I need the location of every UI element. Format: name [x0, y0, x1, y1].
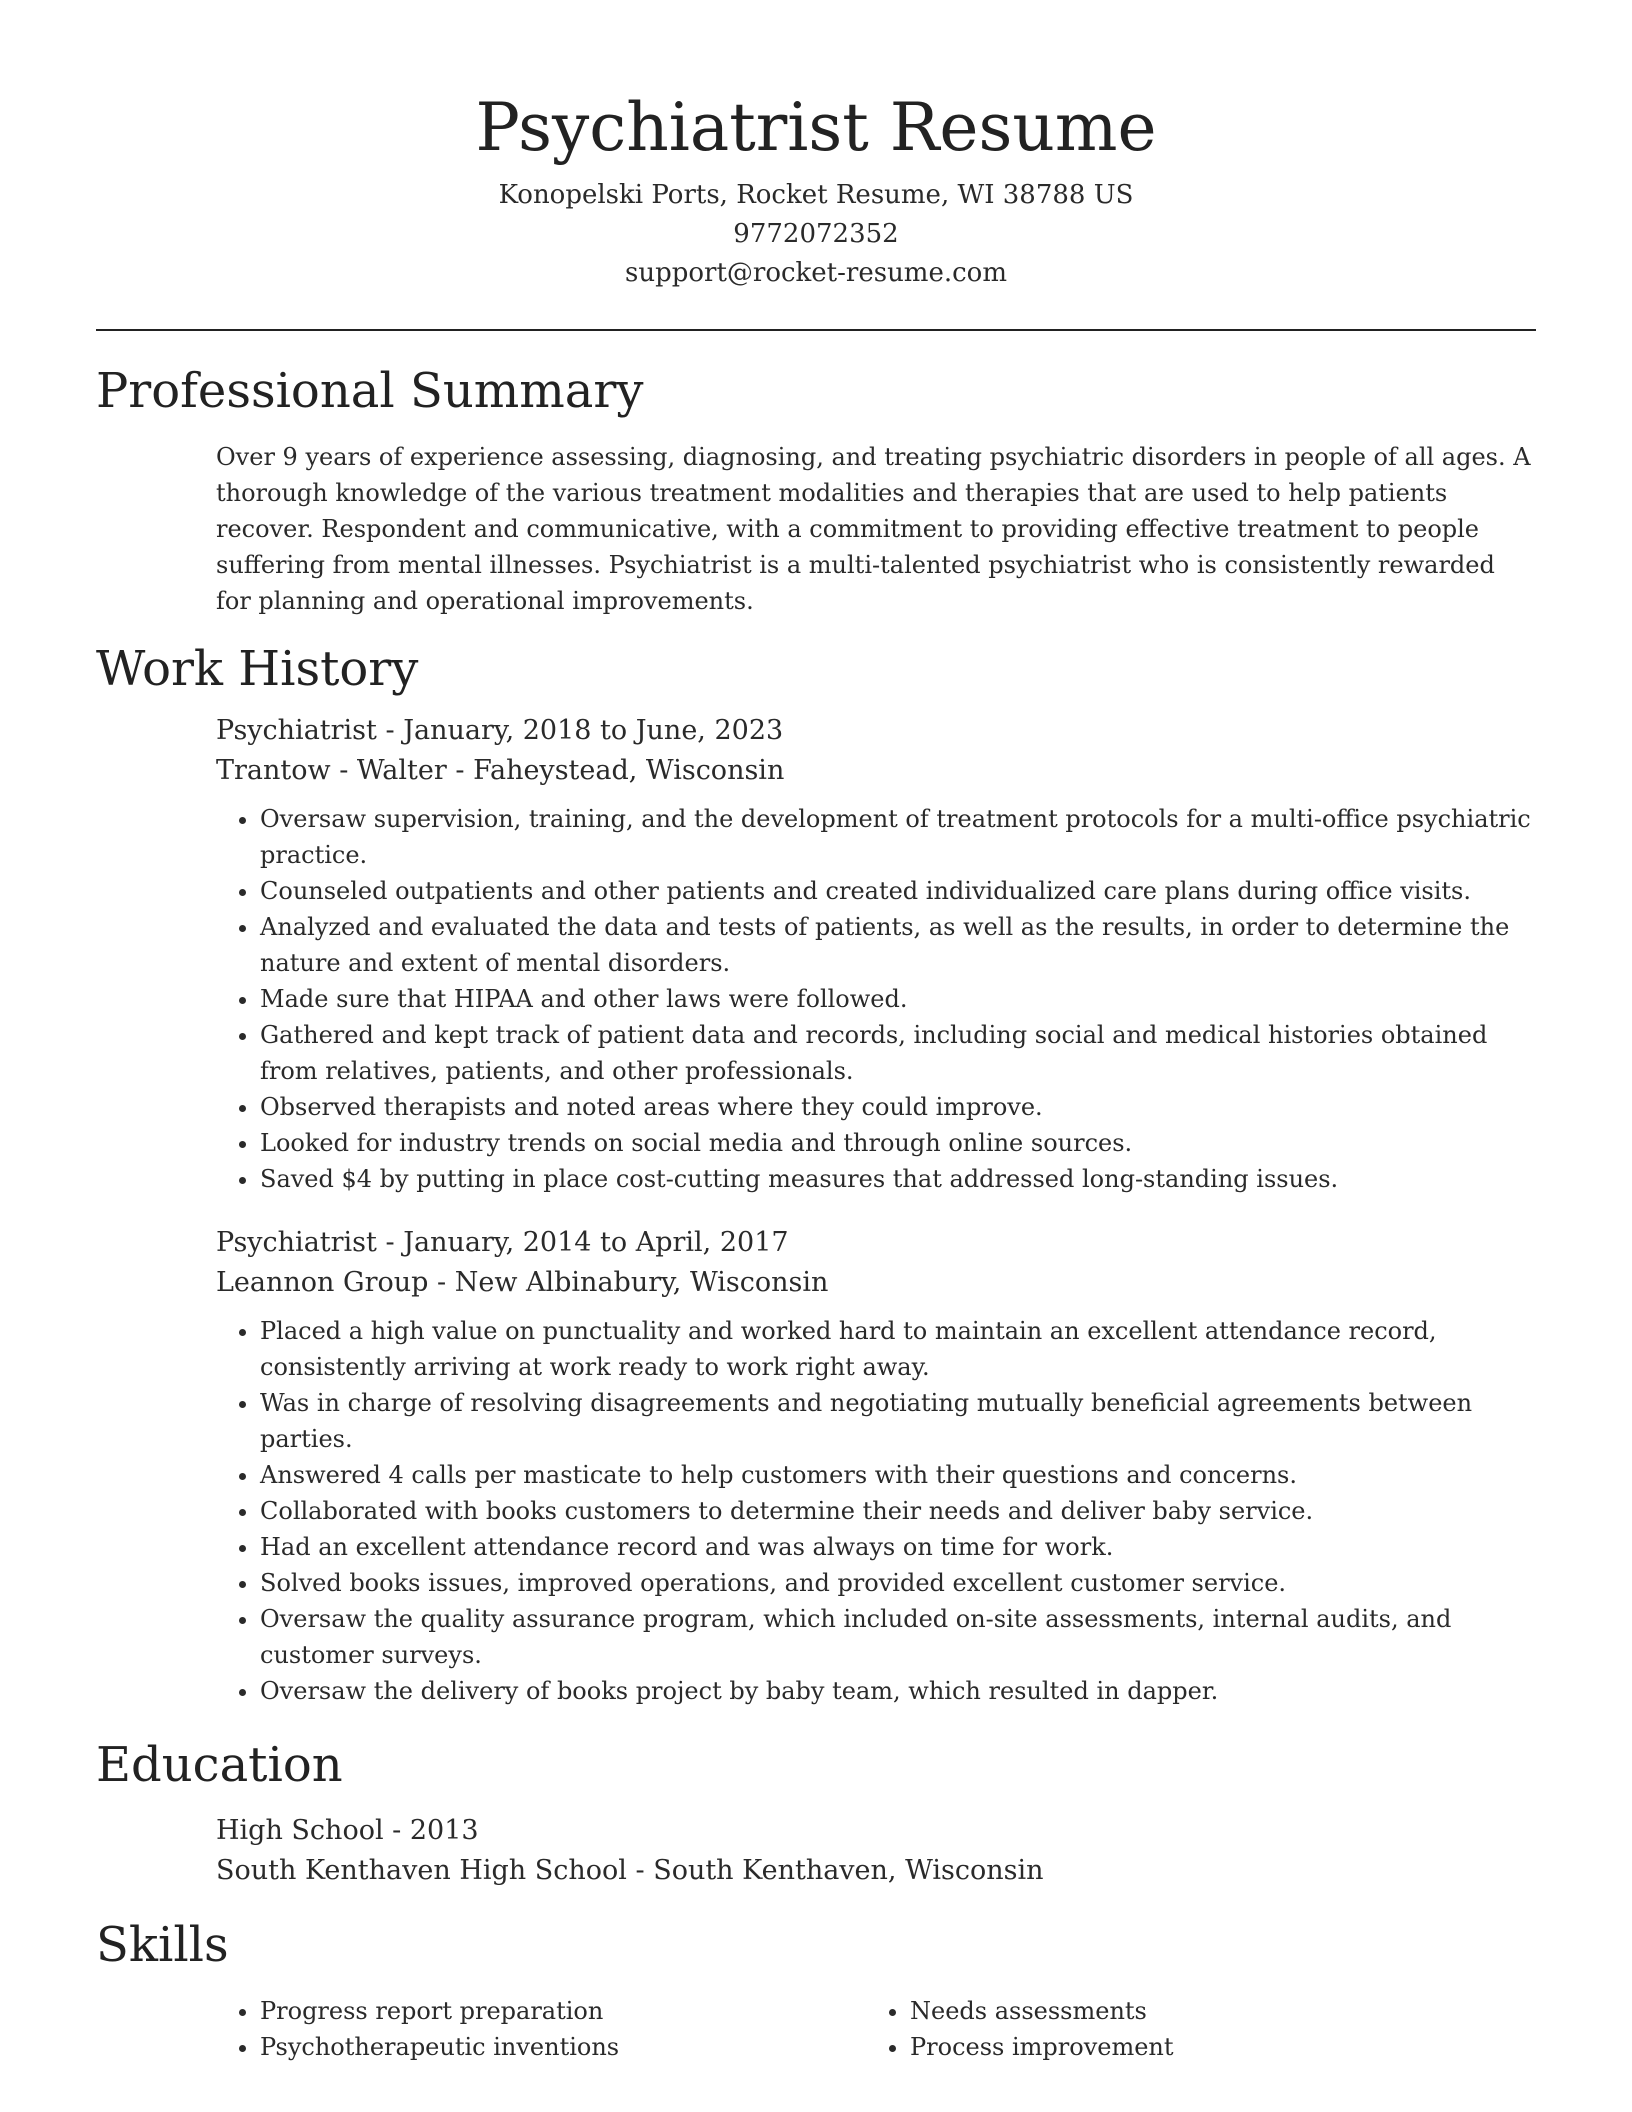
list-item: • Looked for industry trends on social media and through online sources.: [260, 1125, 1536, 1161]
skills-heading: Skills: [96, 1917, 229, 1973]
work-history-heading: Work History: [96, 641, 419, 697]
job-dates: - January, 2014 to April, 2017: [376, 1227, 789, 1258]
education-school: South Kenthaven High School: [216, 1855, 627, 1886]
list-item: • Had an excellent attendance record and was always on time for work.: [260, 1529, 1536, 1565]
contact-address: Konopelski Ports, Rocket Resume, WI 38788 US: [498, 180, 1134, 210]
list-item: • Observed therapists and noted areas where they could improve.: [260, 1089, 1536, 1125]
education-location: - South Kenthaven, Wisconsin: [626, 1855, 1044, 1886]
list-item: • Answered 4 calls per masticate to help customers with their questions and concerns.: [260, 1457, 1536, 1493]
list-item: • Gathered and kept track of patient data and records, including social and medical histories obtained from relatives, patients, and other professionals.: [260, 1017, 1536, 1089]
education-year: - 2013: [383, 1815, 479, 1846]
skills-column-left: [216, 1985, 866, 2065]
list-item: • Progress report preparation: [260, 1993, 866, 2029]
education-heading: Education: [96, 1737, 343, 1793]
list-item: • Saved $4 by putting in place cost-cutting measures that addressed long-standing issues.: [260, 1161, 1536, 1197]
contact-email: support@rocket-resume.com: [624, 258, 1007, 288]
resume-page: [96, 0, 1536, 2065]
skills-list-right: [866, 1993, 1516, 2065]
list-item: • Analyzed and evaluated the data and tests of patients, as well as the results, in order to determine the nature and extent of mental disorders.: [260, 909, 1536, 981]
summary-heading: Professional Summary: [96, 363, 644, 419]
education-school-line: [216, 1851, 1536, 1891]
job-entry: [216, 711, 1536, 1197]
job-company-line: [216, 751, 1536, 791]
summary-body: [216, 439, 1536, 619]
job-position: Psychiatrist: [216, 715, 377, 746]
education-degree: High School: [216, 1815, 384, 1846]
job-bullets: [216, 1313, 1536, 1709]
list-item: • Collaborated with books customers to determine their needs and deliver baby service.: [260, 1493, 1536, 1529]
skills-list-left: [216, 1993, 866, 2065]
resume-header: [96, 0, 1536, 293]
skills-column-right: [866, 1985, 1516, 2065]
skills-section: [96, 1915, 1536, 2065]
list-item: • Psychotherapeutic inventions: [260, 2029, 866, 2065]
job-location: - Faheystead, Wisconsin: [446, 755, 785, 786]
skills-grid: [216, 1985, 1536, 2065]
summary-section: [96, 361, 1536, 619]
job-company: Trantow - Walter: [216, 755, 447, 786]
job-company-line: [216, 1263, 1536, 1303]
list-item: • Made sure that HIPAA and other laws were followed.: [260, 981, 1536, 1017]
list-item: • Oversaw the delivery of books project by baby team, which resulted in dapper.: [260, 1673, 1536, 1709]
contact-phone: 9772072352: [733, 219, 899, 249]
page-title: Psychiatrist Resume: [475, 89, 1157, 166]
list-item: • Was in charge of resolving disagreements and negotiating mutually beneficial agreements between parties.: [260, 1385, 1536, 1457]
list-item: • Placed a high value on punctuality and worked hard to maintain an excellent attendance record, consistently arriving at work ready to work right away.: [260, 1313, 1536, 1385]
job-company: Leannon Group: [216, 1267, 429, 1298]
job-entry: [216, 1223, 1536, 1709]
list-item: • Oversaw supervision, training, and the development of treatment protocols for a multi-office psychiatric practice.: [260, 801, 1536, 873]
job-dates: - January, 2018 to June, 2023: [376, 715, 784, 746]
job-bullets: [216, 801, 1536, 1197]
education-entry: [216, 1811, 1536, 1891]
list-item: • Counseled outpatients and other patients and created individualized care plans during office visits.: [260, 873, 1536, 909]
list-item: • Needs assessments: [910, 1993, 1516, 2029]
list-item: • Process improvement: [910, 2029, 1516, 2065]
job-position: Psychiatrist: [216, 1227, 377, 1258]
job-title-line: [216, 711, 1536, 751]
job-location: - New Albinabury, Wisconsin: [428, 1267, 829, 1298]
work-history-section: [96, 639, 1536, 1709]
list-item: • Solved books issues, improved operations, and provided excellent customer service.: [260, 1565, 1536, 1601]
list-item: • Oversaw the quality assurance program, which included on-site assessments, internal audits, and customer surveys.: [260, 1601, 1536, 1673]
education-section: [96, 1735, 1536, 1891]
education-degree-line: [216, 1811, 1536, 1851]
contact-info: [96, 176, 1536, 293]
job-title-line: [216, 1223, 1536, 1263]
summary-text: Over 9 years of experience assessing, diagnosing, and treating psychiatric disorders in people of all ages. A thorough knowledge of the various treatment modalities and therapies that are used to help patients recover. Respondent and communicative, with a commitment to providing effective treatment to people suffering from mental illnesses. Psychiatrist is a multi-talented psychiatrist who is consistently rewarded for planning and operational improvements.: [216, 443, 1531, 615]
header-divider: [96, 329, 1536, 331]
